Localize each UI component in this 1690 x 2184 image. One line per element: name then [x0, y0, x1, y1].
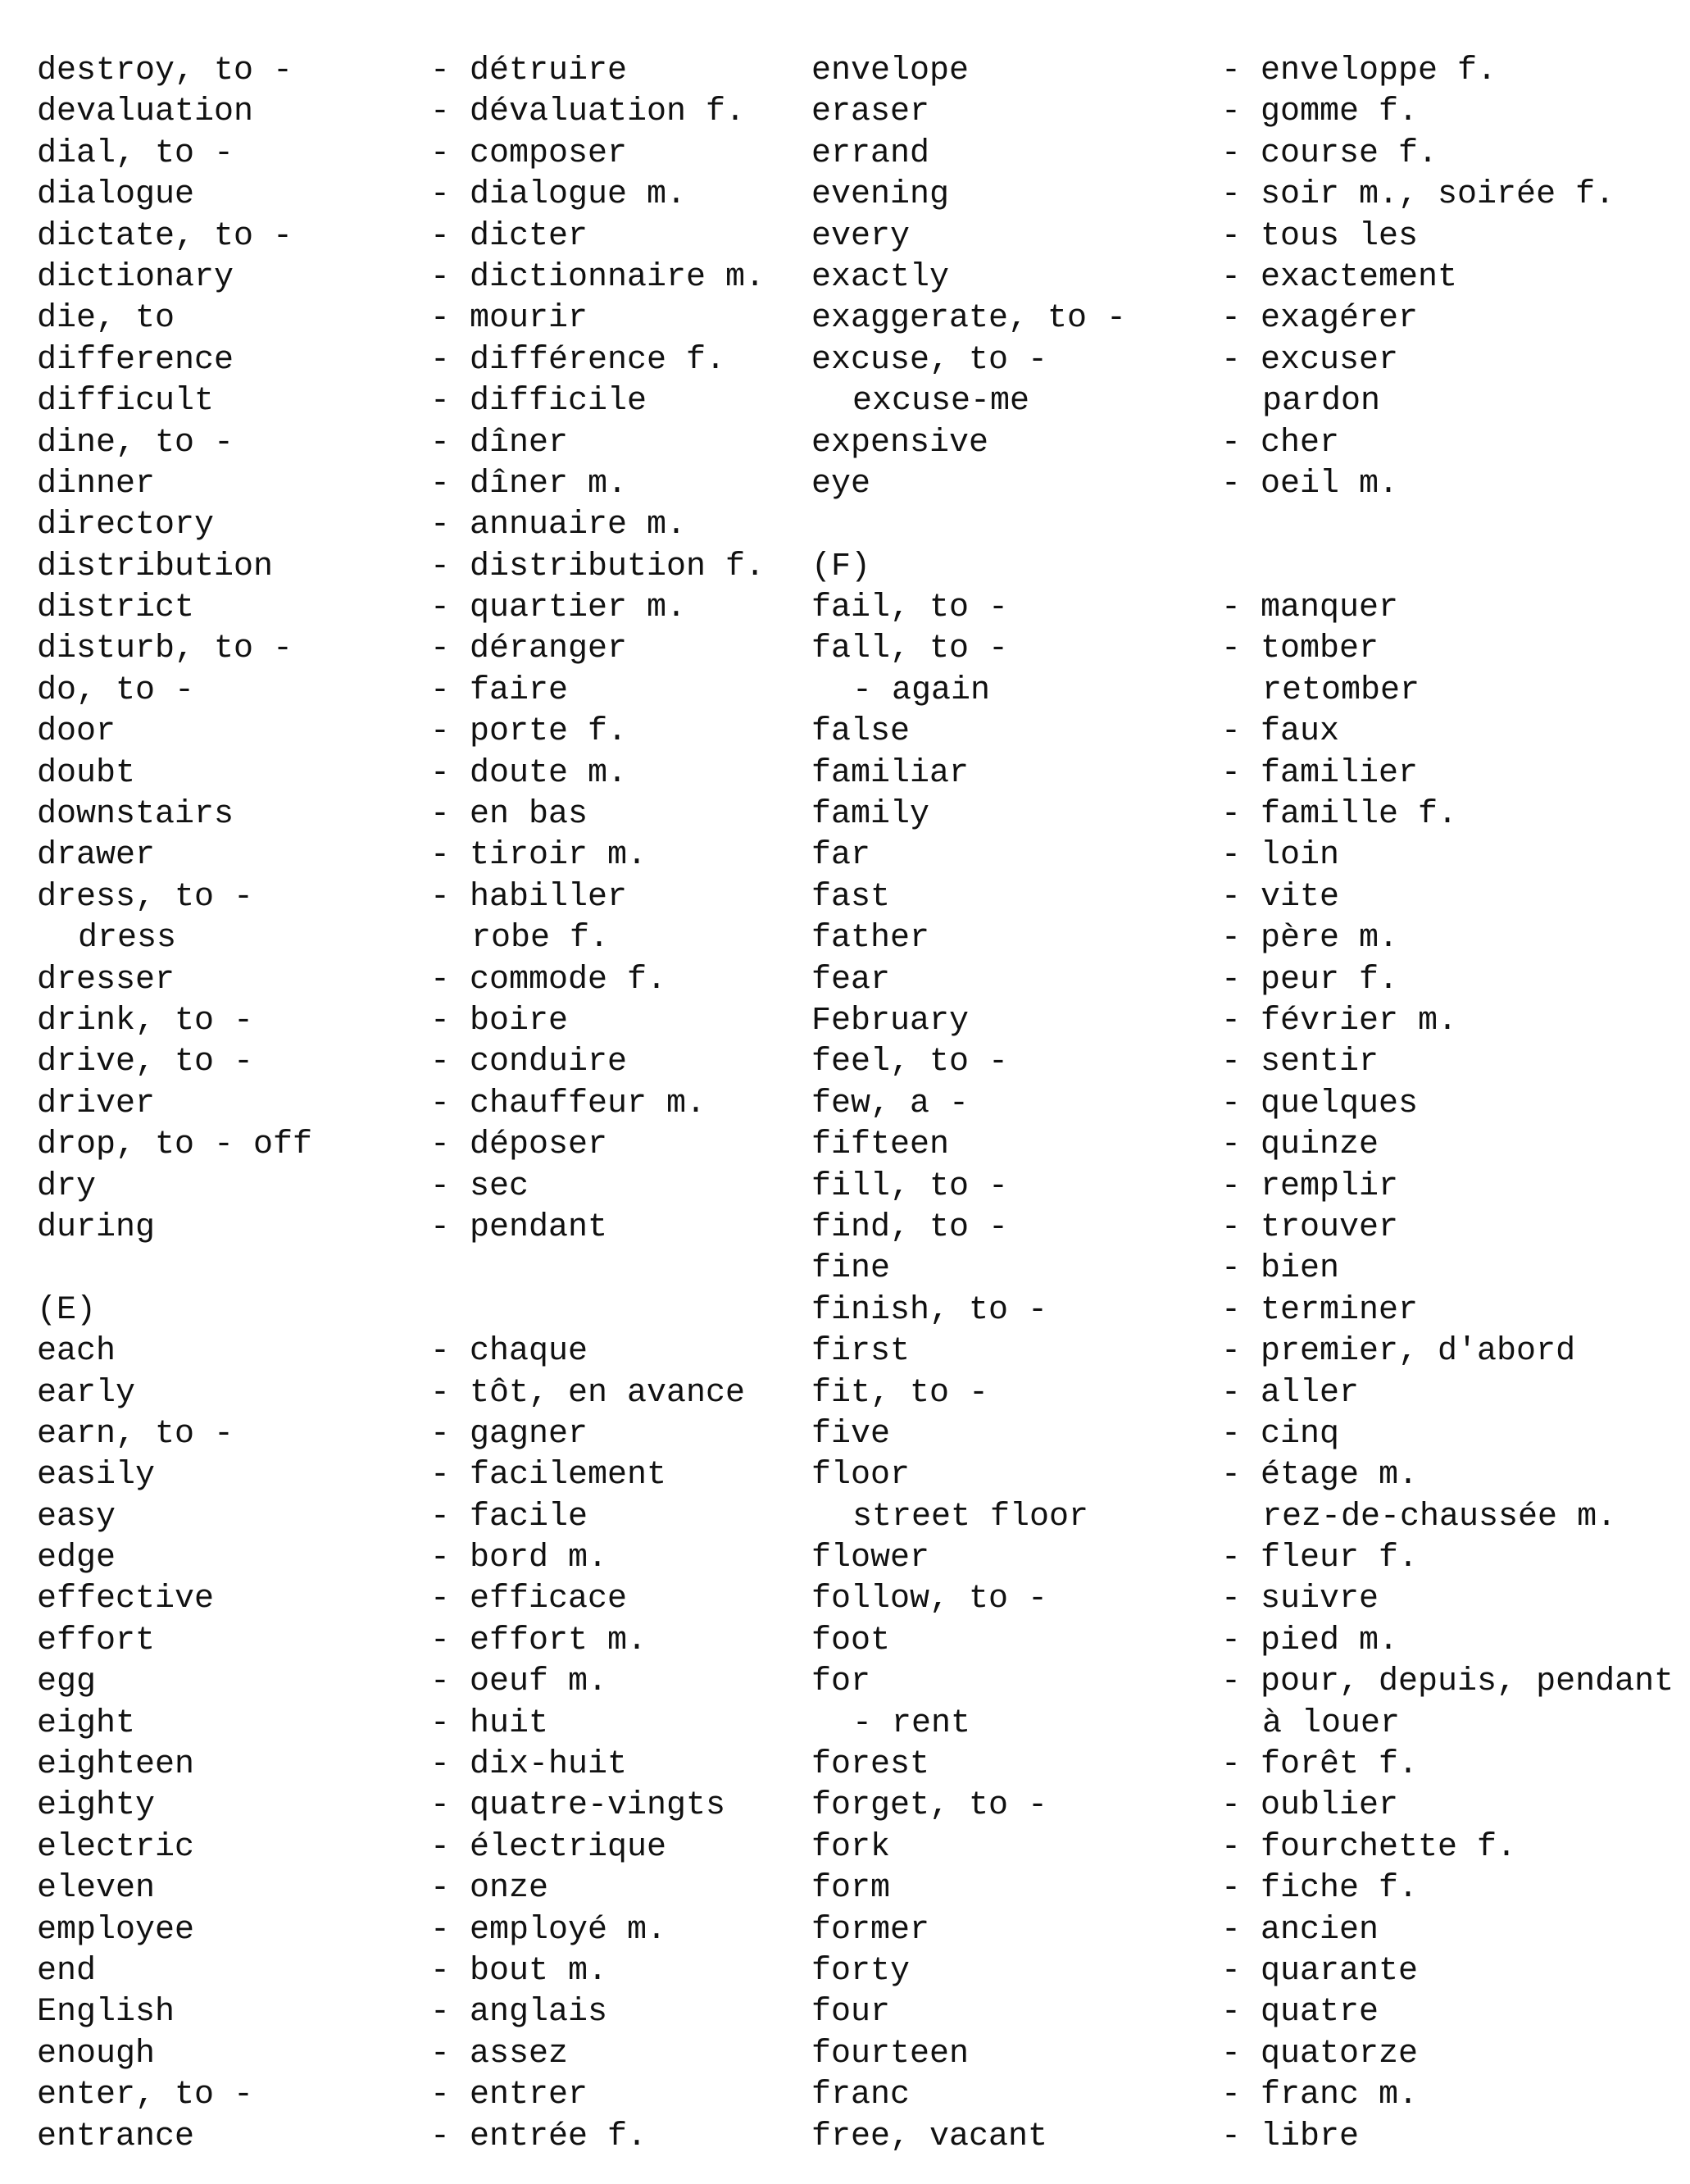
- english-term: family: [811, 796, 930, 834]
- english-term: former: [811, 1911, 930, 1949]
- french-translation: - fleur f.: [1221, 1540, 1419, 1577]
- french-translation: - boire: [430, 1002, 569, 1040]
- english-term: dine, to -: [37, 424, 234, 462]
- english-term: fork: [811, 1828, 891, 1866]
- english-term: downstairs: [37, 796, 234, 834]
- french-translation: - quatorze: [1221, 2035, 1419, 2073]
- french-translation: - sentir: [1221, 1044, 1379, 1081]
- english-term: enough: [37, 2035, 156, 2073]
- french-translation: - détruire: [430, 52, 628, 89]
- french-translation: - trouver: [1221, 1208, 1399, 1246]
- english-term: drop, to - off: [37, 1126, 313, 1164]
- french-translation: - exagérer: [1221, 300, 1419, 338]
- english-term: finish, to -: [811, 1291, 1048, 1329]
- english-term: English: [37, 1994, 175, 2032]
- english-term: dress, to -: [37, 878, 254, 916]
- french-translation: - entrer: [430, 2077, 588, 2114]
- french-translation: - terminer: [1221, 1291, 1419, 1329]
- french-translation: pardon: [1262, 383, 1381, 421]
- french-translation: - pendant: [430, 1208, 608, 1246]
- french-translation: - tiroir m.: [430, 837, 647, 875]
- french-translation: - efficace: [430, 1581, 628, 1618]
- french-translation: - dix-huit: [430, 1746, 628, 1784]
- french-translation: retomber: [1262, 671, 1420, 709]
- english-term: follow, to -: [811, 1581, 1048, 1618]
- french-translation: - faux: [1221, 713, 1340, 751]
- french-translation: - quatre-vingts: [430, 1787, 726, 1825]
- french-translation: - dicter: [430, 217, 588, 255]
- english-term: find, to -: [811, 1208, 1009, 1246]
- english-term: fourteen: [811, 2035, 970, 2073]
- english-term: enter, to -: [37, 2077, 254, 2114]
- french-translation: - onze: [430, 1870, 549, 1908]
- english-term: directory: [37, 507, 215, 544]
- french-translation: - forêt f.: [1221, 1746, 1419, 1784]
- french-translation: - fiche f.: [1221, 1870, 1419, 1908]
- english-term: every: [811, 217, 911, 255]
- french-translation: - mourir: [430, 300, 588, 338]
- french-translation: - bout m.: [430, 1952, 608, 1990]
- french-translation: - premier, d'abord: [1221, 1333, 1576, 1371]
- english-term: easily: [37, 1457, 156, 1495]
- english-term: egg: [37, 1663, 97, 1701]
- english-term: form: [811, 1870, 891, 1908]
- french-translation: - excuser: [1221, 341, 1399, 379]
- french-translation: - suivre: [1221, 1581, 1379, 1618]
- french-translation: - difficile: [430, 383, 647, 421]
- english-term: dictionary: [37, 258, 234, 296]
- french-translation: - bien: [1221, 1250, 1340, 1288]
- french-translation: - annuaire m.: [430, 507, 687, 544]
- english-term: feel, to -: [811, 1044, 1009, 1081]
- french-translation: - déposer: [430, 1126, 608, 1164]
- english-term: drink, to -: [37, 1002, 254, 1040]
- french-translation: - gagner: [430, 1415, 588, 1453]
- english-term: die, to: [37, 300, 175, 338]
- english-term: forty: [811, 1952, 911, 1990]
- english-term: effort: [37, 1622, 156, 1659]
- english-term: early: [37, 1374, 136, 1412]
- french-translation: - dévaluation f.: [430, 93, 746, 131]
- french-translation: - quinze: [1221, 1126, 1379, 1164]
- english-term: effective: [37, 1581, 215, 1618]
- french-translation: - dictionnaire m.: [430, 258, 765, 296]
- french-translation: - aller: [1221, 1374, 1360, 1412]
- english-term: excuse, to -: [811, 341, 1048, 379]
- french-translation: - en bas: [430, 796, 588, 834]
- french-translation: - chaque: [430, 1333, 588, 1371]
- french-translation: - manquer: [1221, 589, 1399, 627]
- english-term: fall, to -: [811, 630, 1009, 668]
- english-term: district: [37, 589, 195, 627]
- french-translation: - exactement: [1221, 258, 1458, 296]
- french-translation: - cher: [1221, 424, 1340, 462]
- english-term: errand: [811, 134, 930, 172]
- english-term: foot: [811, 1622, 891, 1659]
- french-translation: - enveloppe f.: [1221, 52, 1497, 89]
- english-term: - again: [852, 671, 991, 709]
- english-term: exaggerate, to -: [811, 300, 1127, 338]
- english-term: familiar: [811, 754, 970, 792]
- french-translation: - effort m.: [430, 1622, 647, 1659]
- english-term: fine: [811, 1250, 891, 1288]
- french-translation: - dîner: [430, 424, 569, 462]
- english-term: exactly: [811, 258, 950, 296]
- french-translation: - dîner m.: [430, 465, 628, 503]
- french-translation: - ancien: [1221, 1911, 1379, 1949]
- english-term: fail, to -: [811, 589, 1009, 627]
- english-term: eighty: [37, 1787, 156, 1825]
- english-term: February: [811, 1002, 970, 1040]
- english-term: entrance: [37, 2118, 195, 2155]
- french-translation: - déranger: [430, 630, 628, 668]
- french-translation: - oeil m.: [1221, 465, 1399, 503]
- french-translation: - quelques: [1221, 1085, 1419, 1122]
- english-term: first: [811, 1333, 911, 1371]
- french-translation: - quartier m.: [430, 589, 687, 627]
- french-translation: robe f.: [471, 920, 610, 958]
- french-translation: - gomme f.: [1221, 93, 1419, 131]
- english-term: expensive: [811, 424, 989, 462]
- french-translation: - familier: [1221, 754, 1419, 792]
- french-translation: - différence f.: [430, 341, 726, 379]
- english-term: employee: [37, 1911, 195, 1949]
- english-term: - rent: [852, 1704, 971, 1742]
- english-term: evening: [811, 176, 950, 214]
- french-translation: - tôt, en avance: [430, 1374, 746, 1412]
- french-translation: - employé m.: [430, 1911, 667, 1949]
- french-translation: - bord m.: [430, 1540, 608, 1577]
- english-term: eleven: [37, 1870, 156, 1908]
- english-term: do, to -: [37, 671, 195, 709]
- english-term: eraser: [811, 93, 930, 131]
- english-term: electric: [37, 1828, 195, 1866]
- english-term: driver: [37, 1085, 156, 1122]
- english-term: doubt: [37, 754, 136, 792]
- french-translation: - commode f.: [430, 961, 667, 999]
- english-term: street floor: [852, 1498, 1089, 1536]
- french-translation: - doute m.: [430, 754, 628, 792]
- french-translation: - famille f.: [1221, 796, 1458, 834]
- french-translation: - fourchette f.: [1221, 1828, 1517, 1866]
- english-term: fill, to -: [811, 1167, 1009, 1205]
- english-term: envelope: [811, 52, 970, 89]
- french-translation: - franc m.: [1221, 2077, 1419, 2114]
- english-term: eight: [37, 1704, 136, 1742]
- english-term: dialogue: [37, 176, 195, 214]
- french-translation: - faire: [430, 671, 569, 709]
- french-translation: - père m.: [1221, 920, 1399, 958]
- english-term: fifteen: [811, 1126, 950, 1164]
- french-translation: - tous les: [1221, 217, 1419, 255]
- french-translation: - oublier: [1221, 1787, 1399, 1825]
- french-translation: rez-de-chaussée m.: [1262, 1498, 1617, 1536]
- english-term: (F): [811, 548, 871, 585]
- english-term: door: [37, 713, 116, 751]
- english-term: devaluation: [37, 93, 254, 131]
- french-translation: - électrique: [430, 1828, 667, 1866]
- english-term: disturb, to -: [37, 630, 293, 668]
- french-translation: - vite: [1221, 878, 1340, 916]
- french-translation: - pour, depuis, pendant: [1221, 1663, 1674, 1701]
- french-translation: - soir m., soirée f.: [1221, 176, 1615, 214]
- french-translation: - peur f.: [1221, 961, 1399, 999]
- english-term: floor: [811, 1457, 911, 1495]
- french-translation: - quatre: [1221, 1994, 1379, 2032]
- french-translation: - anglais: [430, 1994, 608, 2032]
- english-term: far: [811, 837, 871, 875]
- english-term: five: [811, 1415, 891, 1453]
- english-term: easy: [37, 1498, 116, 1536]
- french-translation: - course f.: [1221, 134, 1438, 172]
- english-term: during: [37, 1208, 156, 1246]
- english-term: for: [811, 1663, 871, 1701]
- french-translation: - oeuf m.: [430, 1663, 608, 1701]
- english-term: dresser: [37, 961, 175, 999]
- english-term: forest: [811, 1746, 930, 1784]
- french-translation: - conduire: [430, 1044, 628, 1081]
- french-translation: - composer: [430, 134, 628, 172]
- french-translation: - facilement: [430, 1457, 667, 1495]
- french-translation: - dialogue m.: [430, 176, 687, 214]
- english-term: destroy, to -: [37, 52, 293, 89]
- french-translation: - loin: [1221, 837, 1340, 875]
- french-translation: - huit: [430, 1704, 549, 1742]
- english-term: fit, to -: [811, 1374, 989, 1412]
- french-translation: - habiller: [430, 878, 628, 916]
- english-term: forget, to -: [811, 1787, 1048, 1825]
- english-term: drive, to -: [37, 1044, 254, 1081]
- english-term: dress: [78, 920, 177, 958]
- english-term: drawer: [37, 837, 156, 875]
- french-translation: - entrée f.: [430, 2118, 647, 2155]
- french-translation: - cinq: [1221, 1415, 1340, 1453]
- english-term: each: [37, 1333, 116, 1371]
- english-term: difference: [37, 341, 234, 379]
- english-term: dictate, to -: [37, 217, 293, 255]
- french-translation: - assez: [430, 2035, 569, 2073]
- english-term: edge: [37, 1540, 116, 1577]
- french-translation: - pied m.: [1221, 1622, 1399, 1659]
- english-term: fast: [811, 878, 891, 916]
- english-term: false: [811, 713, 911, 751]
- english-term: excuse-me: [852, 383, 1030, 421]
- english-term: earn, to -: [37, 1415, 234, 1453]
- french-translation: - libre: [1221, 2118, 1360, 2155]
- english-term: free, vacant: [811, 2118, 1048, 2155]
- french-translation: - février m.: [1221, 1002, 1458, 1040]
- french-translation: - étage m.: [1221, 1457, 1419, 1495]
- french-translation: à louer: [1262, 1704, 1401, 1742]
- english-term: four: [811, 1994, 891, 2032]
- english-term: few, a -: [811, 1085, 970, 1122]
- english-term: dial, to -: [37, 134, 234, 172]
- english-term: eye: [811, 465, 871, 503]
- french-translation: - sec: [430, 1167, 529, 1205]
- french-translation: - porte f.: [430, 713, 628, 751]
- french-translation: - quarante: [1221, 1952, 1419, 1990]
- english-term: end: [37, 1952, 97, 1990]
- english-term: (E): [37, 1291, 97, 1329]
- french-translation: - remplir: [1221, 1167, 1399, 1205]
- french-translation: - distribution f.: [430, 548, 765, 585]
- english-term: flower: [811, 1540, 930, 1577]
- english-term: franc: [811, 2077, 911, 2114]
- french-translation: - tomber: [1221, 630, 1379, 668]
- english-term: dry: [37, 1167, 97, 1205]
- english-term: difficult: [37, 383, 215, 421]
- french-translation: - facile: [430, 1498, 588, 1536]
- english-term: eighteen: [37, 1746, 195, 1784]
- english-term: fear: [811, 961, 891, 999]
- english-term: dinner: [37, 465, 156, 503]
- english-term: distribution: [37, 548, 274, 585]
- french-translation: - chauffeur m.: [430, 1085, 706, 1122]
- english-term: father: [811, 920, 930, 958]
